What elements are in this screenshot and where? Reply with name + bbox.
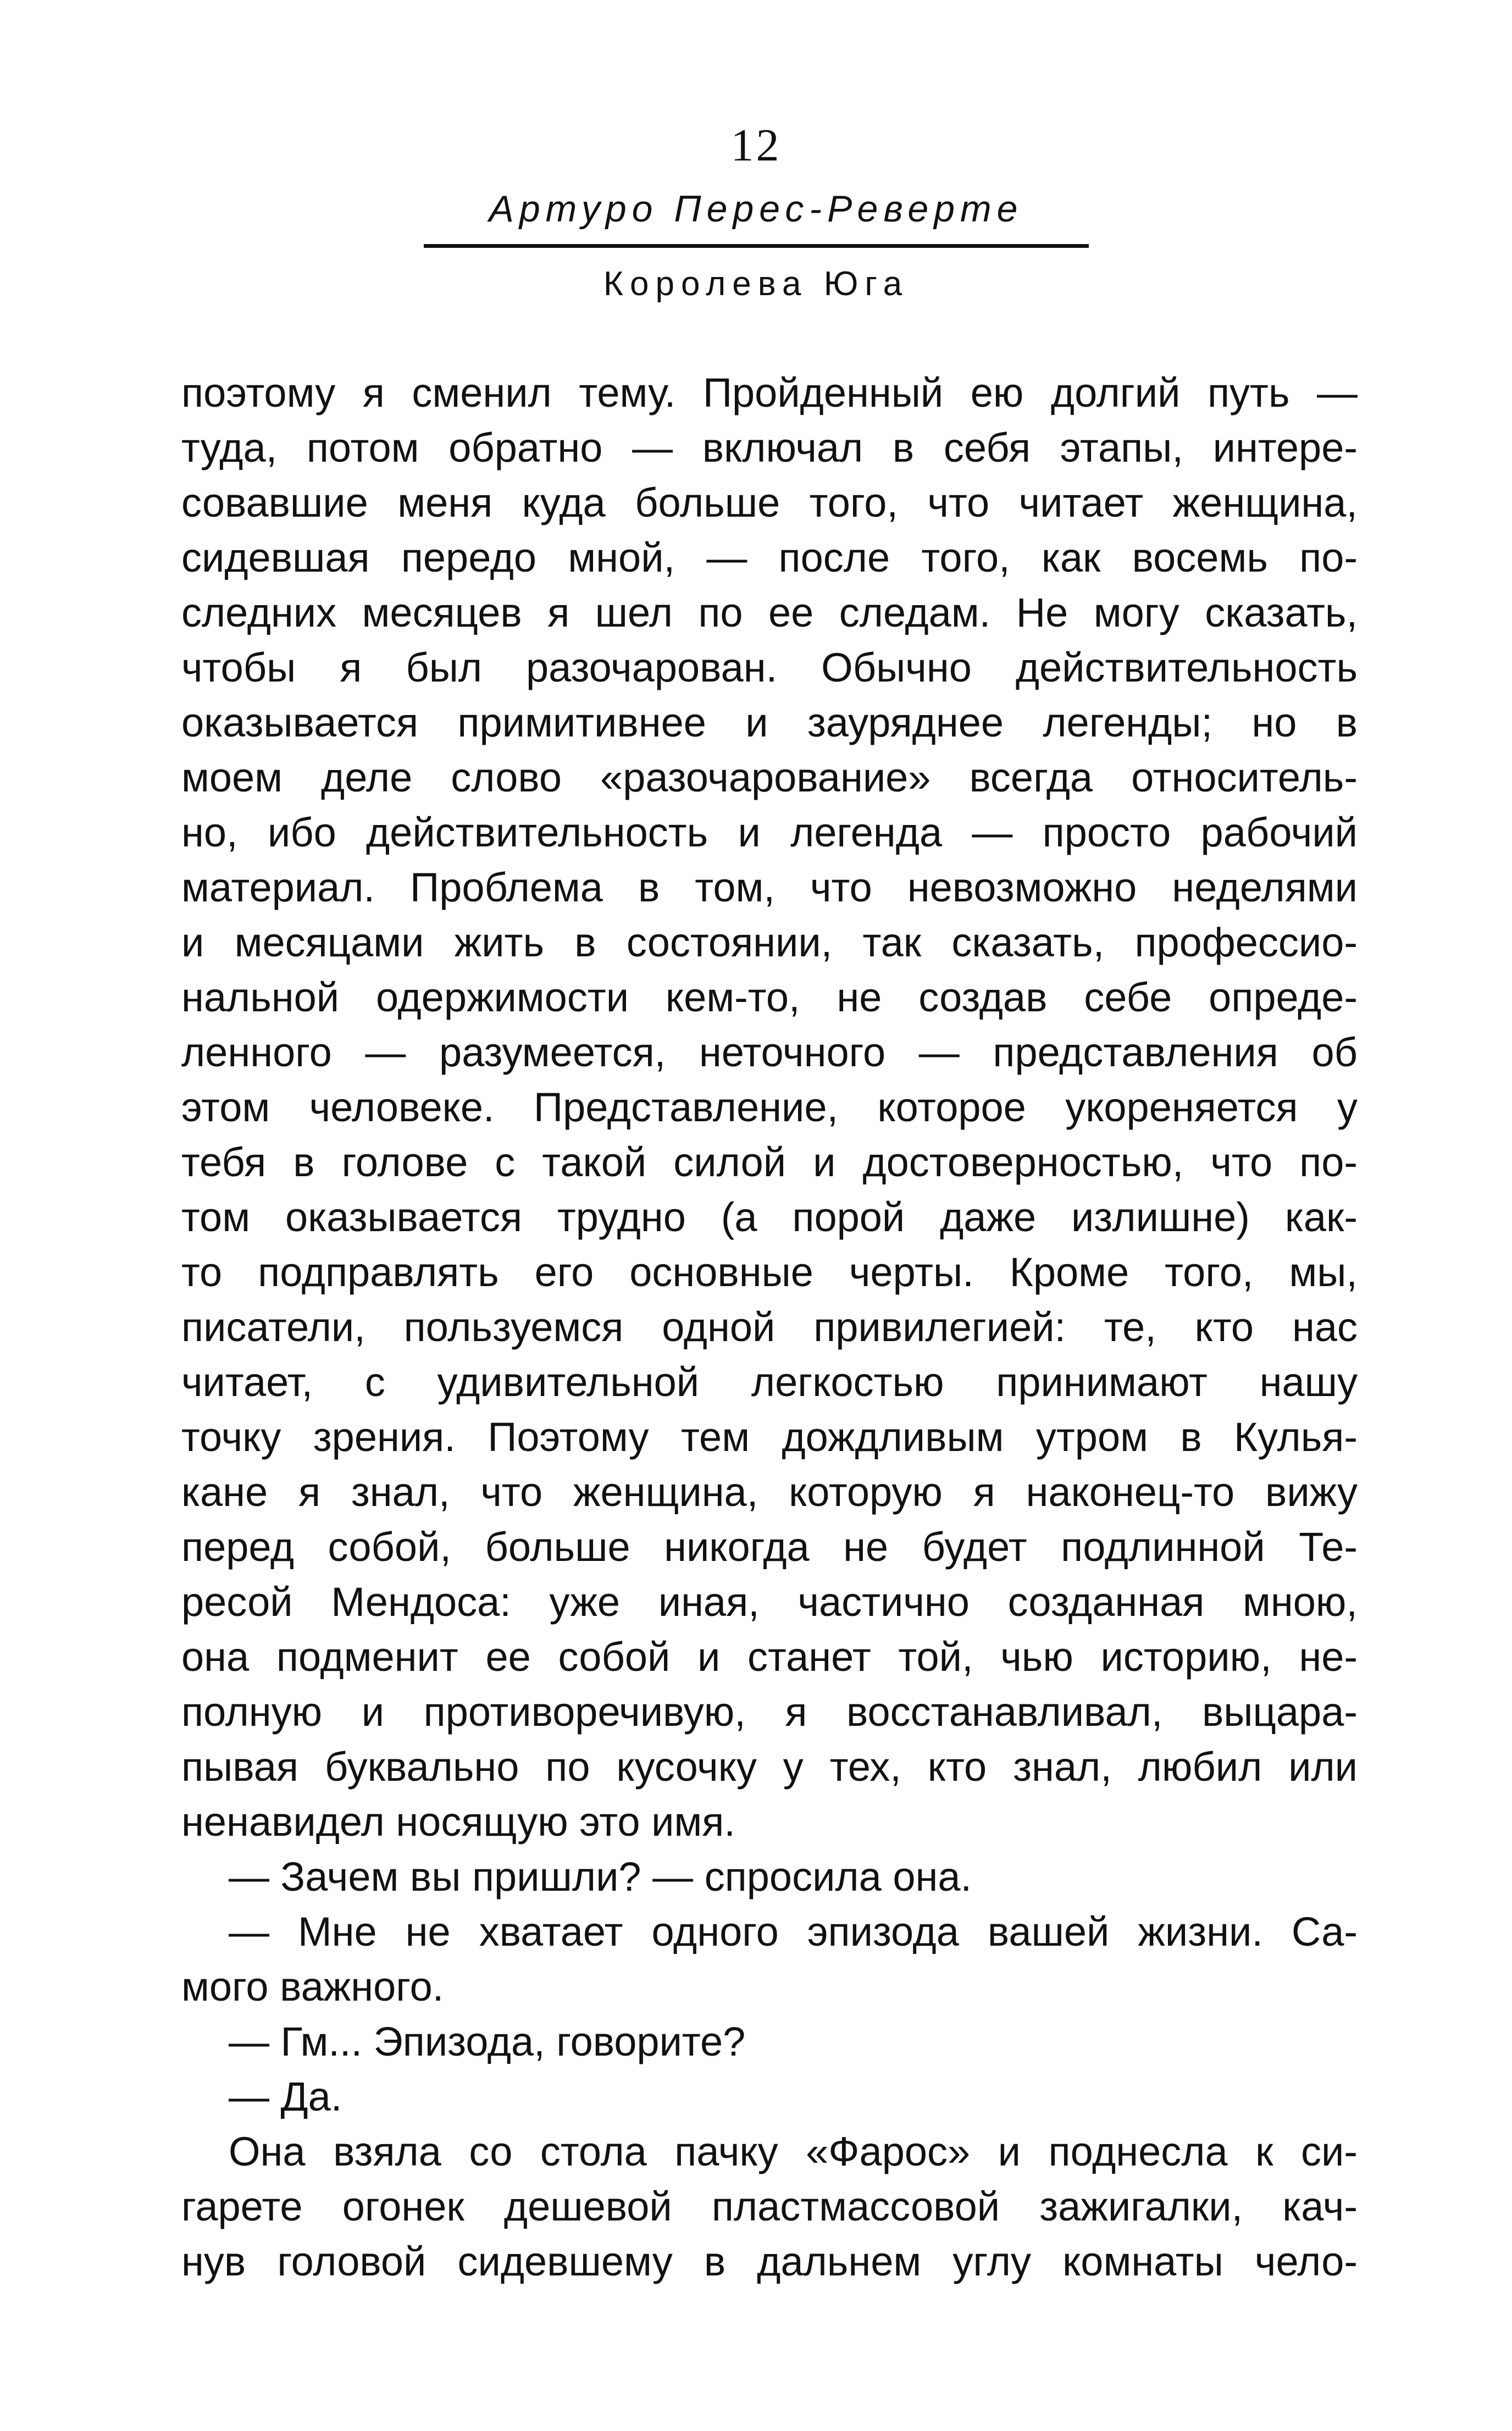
page-number: 12 [730,120,782,171]
body-text [181,366,1358,2289]
text-line: — Гм... Эпизода, говорите? [229,2019,746,2064]
text-line: моем деле слово «разочарование» всегда относитель- [181,755,1358,800]
text-line: то подправлять его основные черты. Кроме того, мы, [181,1249,1358,1295]
text-line: и месяцами жить в состоянии, так сказать, профессио- [181,920,1358,965]
text-line: сидевшая передо мной, — после того, как восемь по- [181,535,1358,580]
text-line: тебя в голове с такой силой и достоверностью, что по- [181,1139,1358,1185]
text-line: материал. Проблема в том, что невозможно неделями [181,865,1358,910]
text-line: совавшие меня куда больше того, что читает женщина, [181,480,1358,525]
text-line: нув головой сидевшему в дальнем углу комнаты чело- [181,2239,1358,2284]
text-line: кане я знал, что женщина, которую я наконец-то вижу [181,1469,1358,1515]
text-line: перед собой, больше никогда не будет подлинной Те- [181,1524,1358,1570]
text-line: этом человеке. Представление, которое укореняется у [181,1084,1358,1130]
text-line: точку зрения. Поэтому тем дождливым утром в Кулья- [181,1414,1358,1460]
text-line: поэтому я сменил тему. Пройденный ею долгий путь — [181,370,1358,416]
text-line: нальной одержимости кем-то, не создав себе опреде- [181,974,1358,1020]
text-line: ненавидел носящую это имя. [181,1799,735,1845]
text-line: мого важного. [181,1964,444,2009]
text-line: ленного — разумеется, неточного — представления об [181,1029,1358,1075]
header-divider [424,244,1089,248]
text-line: туда, потом обратно — включал в себя этапы, интере- [181,425,1358,470]
text-line: читает, с удивительной легкостью принимают нашу [181,1359,1358,1405]
text-line: писатели, пользуемся одной привилегией: те, кто нас [181,1304,1358,1350]
text-line: оказывается примитивнее и зауряднее легенды; но в [181,700,1358,745]
text-line: пывая буквально по кусочку у тех, кто знал, любил или [181,1744,1358,1790]
text-line: но, ибо действительность и легенда — просто рабочий [181,810,1358,855]
text-line: гарете огонек дешевой пластмассовой зажигалки, кач- [181,2184,1358,2229]
text-line: том оказывается трудно (а порой даже излишне) как- [181,1194,1358,1240]
text-line: — Зачем вы пришли? — спросила она. [229,1854,972,1900]
running-header [0,115,1512,306]
text-line: следних месяцев я шел по ее следам. Не могу сказать, [181,590,1358,635]
text-line: чтобы я был разочарован. Обычно действительность [181,645,1358,690]
book-title: Королева Юга [603,265,909,303]
author-name: Артуро Перес-Реверте [489,188,1023,230]
text-line: она подменит ее собой и станет той, чью историю, не- [181,1634,1358,1680]
text-line: — Да. [229,2074,342,2119]
text-line: — Мне не хватает одного эпизода вашей жизни. Са- [229,1909,1358,1954]
text-line: Она взяла со стола пачку «Фарос» и поднесла к си- [229,2129,1358,2174]
text-line: полную и противоречивую, я восстанавливал, выцара- [181,1689,1358,1735]
text-line: ресой Мендоса: уже иная, частично созданная мною, [181,1579,1358,1625]
